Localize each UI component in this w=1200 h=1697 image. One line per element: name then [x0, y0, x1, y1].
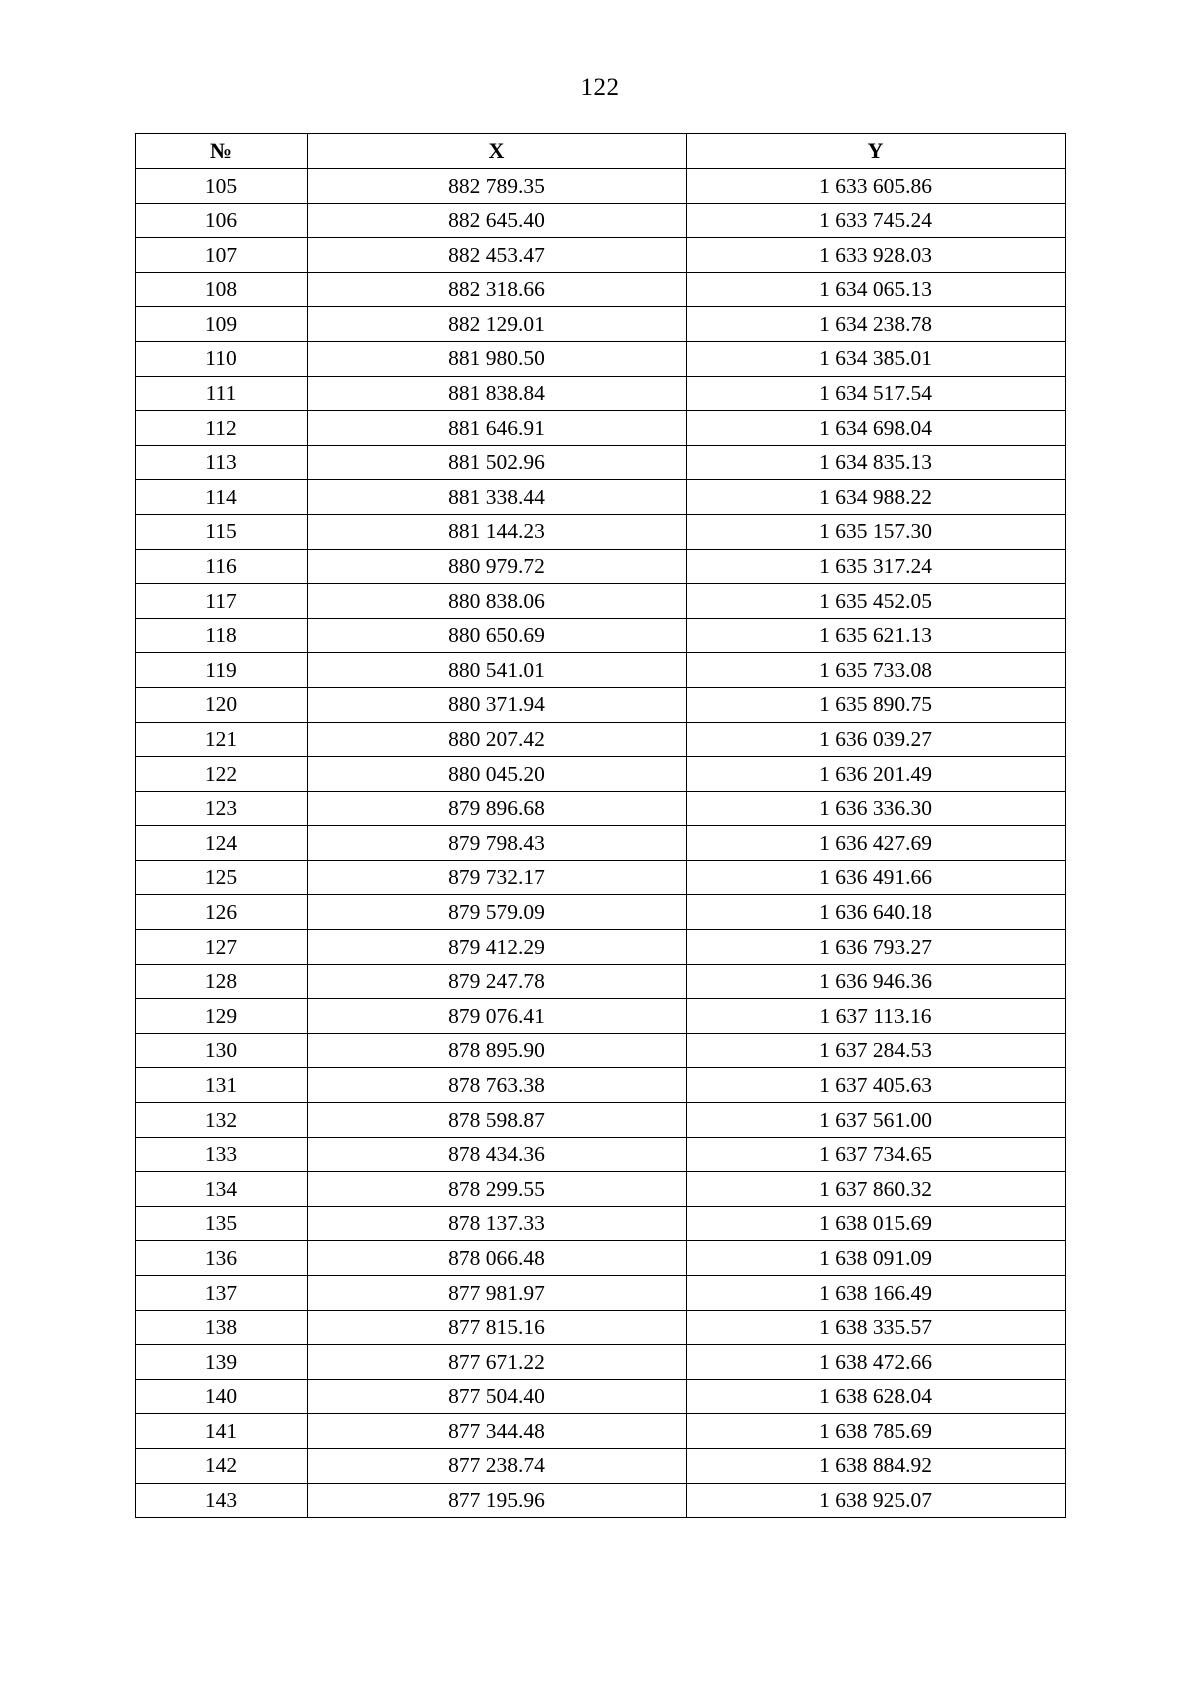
cell-y: 1 634 698.04 [686, 411, 1065, 446]
cell-x: 881 980.50 [307, 341, 686, 376]
table-row [135, 757, 1065, 792]
cell-number: 134 [135, 1172, 307, 1207]
cell-x: 882 789.35 [307, 169, 686, 204]
cell-x: 879 076.41 [307, 999, 686, 1034]
cell-y: 1 638 785.69 [686, 1414, 1065, 1449]
table-row [135, 722, 1065, 757]
cell-x: 879 798.43 [307, 826, 686, 861]
table-row [135, 999, 1065, 1034]
cell-y: 1 638 166.49 [686, 1276, 1065, 1311]
cell-x: 878 763.38 [307, 1068, 686, 1103]
cell-number: 122 [135, 757, 307, 792]
table-row [135, 791, 1065, 826]
table-row [135, 964, 1065, 999]
cell-y: 1 637 734.65 [686, 1137, 1065, 1172]
cell-number: 128 [135, 964, 307, 999]
cell-y: 1 635 890.75 [686, 687, 1065, 722]
table-row [135, 1276, 1065, 1311]
cell-y: 1 636 640.18 [686, 895, 1065, 930]
table-row [135, 203, 1065, 238]
cell-x: 878 299.55 [307, 1172, 686, 1207]
cell-y: 1 635 452.05 [686, 584, 1065, 619]
cell-y: 1 638 925.07 [686, 1483, 1065, 1518]
cell-x: 879 732.17 [307, 860, 686, 895]
cell-y: 1 638 015.69 [686, 1206, 1065, 1241]
cell-y: 1 633 928.03 [686, 238, 1065, 273]
table-row [135, 1345, 1065, 1380]
cell-x: 879 412.29 [307, 930, 686, 965]
cell-x: 882 645.40 [307, 203, 686, 238]
table-row [135, 687, 1065, 722]
table-row [135, 930, 1065, 965]
cell-y: 1 636 491.66 [686, 860, 1065, 895]
cell-y: 1 634 517.54 [686, 376, 1065, 411]
cell-y: 1 634 385.01 [686, 341, 1065, 376]
table-header-row [135, 134, 1065, 169]
cell-number: 119 [135, 653, 307, 688]
cell-x: 878 137.33 [307, 1206, 686, 1241]
cell-number: 131 [135, 1068, 307, 1103]
cell-y: 1 637 561.00 [686, 1103, 1065, 1138]
coordinates-table-container [0, 133, 1200, 1518]
table-row [135, 1068, 1065, 1103]
table-row [135, 480, 1065, 515]
cell-y: 1 636 793.27 [686, 930, 1065, 965]
table-row [135, 653, 1065, 688]
table-row [135, 1448, 1065, 1483]
table-row [135, 1103, 1065, 1138]
cell-number: 118 [135, 618, 307, 653]
column-header-number: № [135, 134, 307, 169]
cell-number: 126 [135, 895, 307, 930]
cell-number: 127 [135, 930, 307, 965]
cell-x: 881 338.44 [307, 480, 686, 515]
column-header-y: Y [686, 134, 1065, 169]
table-header [135, 134, 1065, 169]
table-row [135, 1033, 1065, 1068]
table-row [135, 1241, 1065, 1276]
cell-y: 1 635 621.13 [686, 618, 1065, 653]
cell-number: 116 [135, 549, 307, 584]
cell-number: 113 [135, 445, 307, 480]
cell-number: 110 [135, 341, 307, 376]
cell-y: 1 635 157.30 [686, 514, 1065, 549]
cell-y: 1 637 860.32 [686, 1172, 1065, 1207]
cell-y: 1 636 201.49 [686, 757, 1065, 792]
cell-y: 1 637 405.63 [686, 1068, 1065, 1103]
cell-number: 137 [135, 1276, 307, 1311]
table-row [135, 1172, 1065, 1207]
cell-number: 112 [135, 411, 307, 446]
cell-y: 1 638 335.57 [686, 1310, 1065, 1345]
cell-number: 105 [135, 169, 307, 204]
cell-y: 1 636 946.36 [686, 964, 1065, 999]
cell-x: 882 453.47 [307, 238, 686, 273]
cell-number: 114 [135, 480, 307, 515]
cell-number: 125 [135, 860, 307, 895]
table-row [135, 445, 1065, 480]
cell-number: 109 [135, 307, 307, 342]
column-header-x: X [307, 134, 686, 169]
cell-x: 881 646.91 [307, 411, 686, 446]
table-row [135, 1310, 1065, 1345]
table-row [135, 584, 1065, 619]
cell-y: 1 636 427.69 [686, 826, 1065, 861]
cell-number: 130 [135, 1033, 307, 1068]
cell-y: 1 635 317.24 [686, 549, 1065, 584]
table-row [135, 341, 1065, 376]
coordinates-table [135, 133, 1066, 1518]
cell-y: 1 637 284.53 [686, 1033, 1065, 1068]
cell-number: 141 [135, 1414, 307, 1449]
cell-x: 880 207.42 [307, 722, 686, 757]
cell-x: 881 144.23 [307, 514, 686, 549]
cell-y: 1 634 238.78 [686, 307, 1065, 342]
cell-y: 1 638 884.92 [686, 1448, 1065, 1483]
cell-x: 881 838.84 [307, 376, 686, 411]
cell-y: 1 634 988.22 [686, 480, 1065, 515]
table-row [135, 376, 1065, 411]
page-number: 122 [580, 74, 620, 101]
table-row [135, 1483, 1065, 1518]
table-row [135, 549, 1065, 584]
cell-x: 880 371.94 [307, 687, 686, 722]
cell-y: 1 638 628.04 [686, 1379, 1065, 1414]
cell-number: 111 [135, 376, 307, 411]
table-row [135, 895, 1065, 930]
cell-number: 123 [135, 791, 307, 826]
table-row [135, 238, 1065, 273]
cell-number: 106 [135, 203, 307, 238]
table-row [135, 169, 1065, 204]
cell-number: 129 [135, 999, 307, 1034]
cell-number: 136 [135, 1241, 307, 1276]
cell-x: 881 502.96 [307, 445, 686, 480]
cell-x: 877 504.40 [307, 1379, 686, 1414]
table-body [135, 169, 1065, 1518]
cell-x: 879 247.78 [307, 964, 686, 999]
table-row [135, 1379, 1065, 1414]
table-row [135, 272, 1065, 307]
cell-y: 1 636 336.30 [686, 791, 1065, 826]
cell-x: 877 671.22 [307, 1345, 686, 1380]
table-row [135, 618, 1065, 653]
table-row [135, 860, 1065, 895]
cell-y: 1 637 113.16 [686, 999, 1065, 1034]
cell-number: 143 [135, 1483, 307, 1518]
cell-number: 139 [135, 1345, 307, 1380]
cell-number: 115 [135, 514, 307, 549]
cell-y: 1 638 472.66 [686, 1345, 1065, 1380]
cell-x: 880 650.69 [307, 618, 686, 653]
cell-number: 142 [135, 1448, 307, 1483]
cell-x: 879 579.09 [307, 895, 686, 930]
cell-x: 880 045.20 [307, 757, 686, 792]
cell-number: 133 [135, 1137, 307, 1172]
cell-number: 138 [135, 1310, 307, 1345]
cell-x: 877 815.16 [307, 1310, 686, 1345]
cell-y: 1 635 733.08 [686, 653, 1065, 688]
cell-x: 878 598.87 [307, 1103, 686, 1138]
cell-y: 1 633 605.86 [686, 169, 1065, 204]
cell-y: 1 634 835.13 [686, 445, 1065, 480]
cell-number: 107 [135, 238, 307, 273]
cell-x: 877 238.74 [307, 1448, 686, 1483]
cell-x: 877 344.48 [307, 1414, 686, 1449]
cell-x: 879 896.68 [307, 791, 686, 826]
cell-x: 880 979.72 [307, 549, 686, 584]
cell-y: 1 638 091.09 [686, 1241, 1065, 1276]
table-row [135, 1414, 1065, 1449]
cell-number: 121 [135, 722, 307, 757]
cell-x: 878 066.48 [307, 1241, 686, 1276]
table-row [135, 514, 1065, 549]
table-row [135, 411, 1065, 446]
cell-x: 878 434.36 [307, 1137, 686, 1172]
cell-number: 135 [135, 1206, 307, 1241]
cell-x: 880 541.01 [307, 653, 686, 688]
cell-number: 120 [135, 687, 307, 722]
cell-y: 1 633 745.24 [686, 203, 1065, 238]
cell-number: 124 [135, 826, 307, 861]
table-row [135, 1206, 1065, 1241]
cell-x: 880 838.06 [307, 584, 686, 619]
cell-number: 108 [135, 272, 307, 307]
cell-number: 140 [135, 1379, 307, 1414]
cell-y: 1 634 065.13 [686, 272, 1065, 307]
cell-x: 877 981.97 [307, 1276, 686, 1311]
table-row [135, 826, 1065, 861]
cell-number: 132 [135, 1103, 307, 1138]
cell-x: 882 318.66 [307, 272, 686, 307]
table-row [135, 307, 1065, 342]
cell-x: 882 129.01 [307, 307, 686, 342]
cell-x: 877 195.96 [307, 1483, 686, 1518]
cell-number: 117 [135, 584, 307, 619]
table-row [135, 1137, 1065, 1172]
cell-y: 1 636 039.27 [686, 722, 1065, 757]
cell-x: 878 895.90 [307, 1033, 686, 1068]
